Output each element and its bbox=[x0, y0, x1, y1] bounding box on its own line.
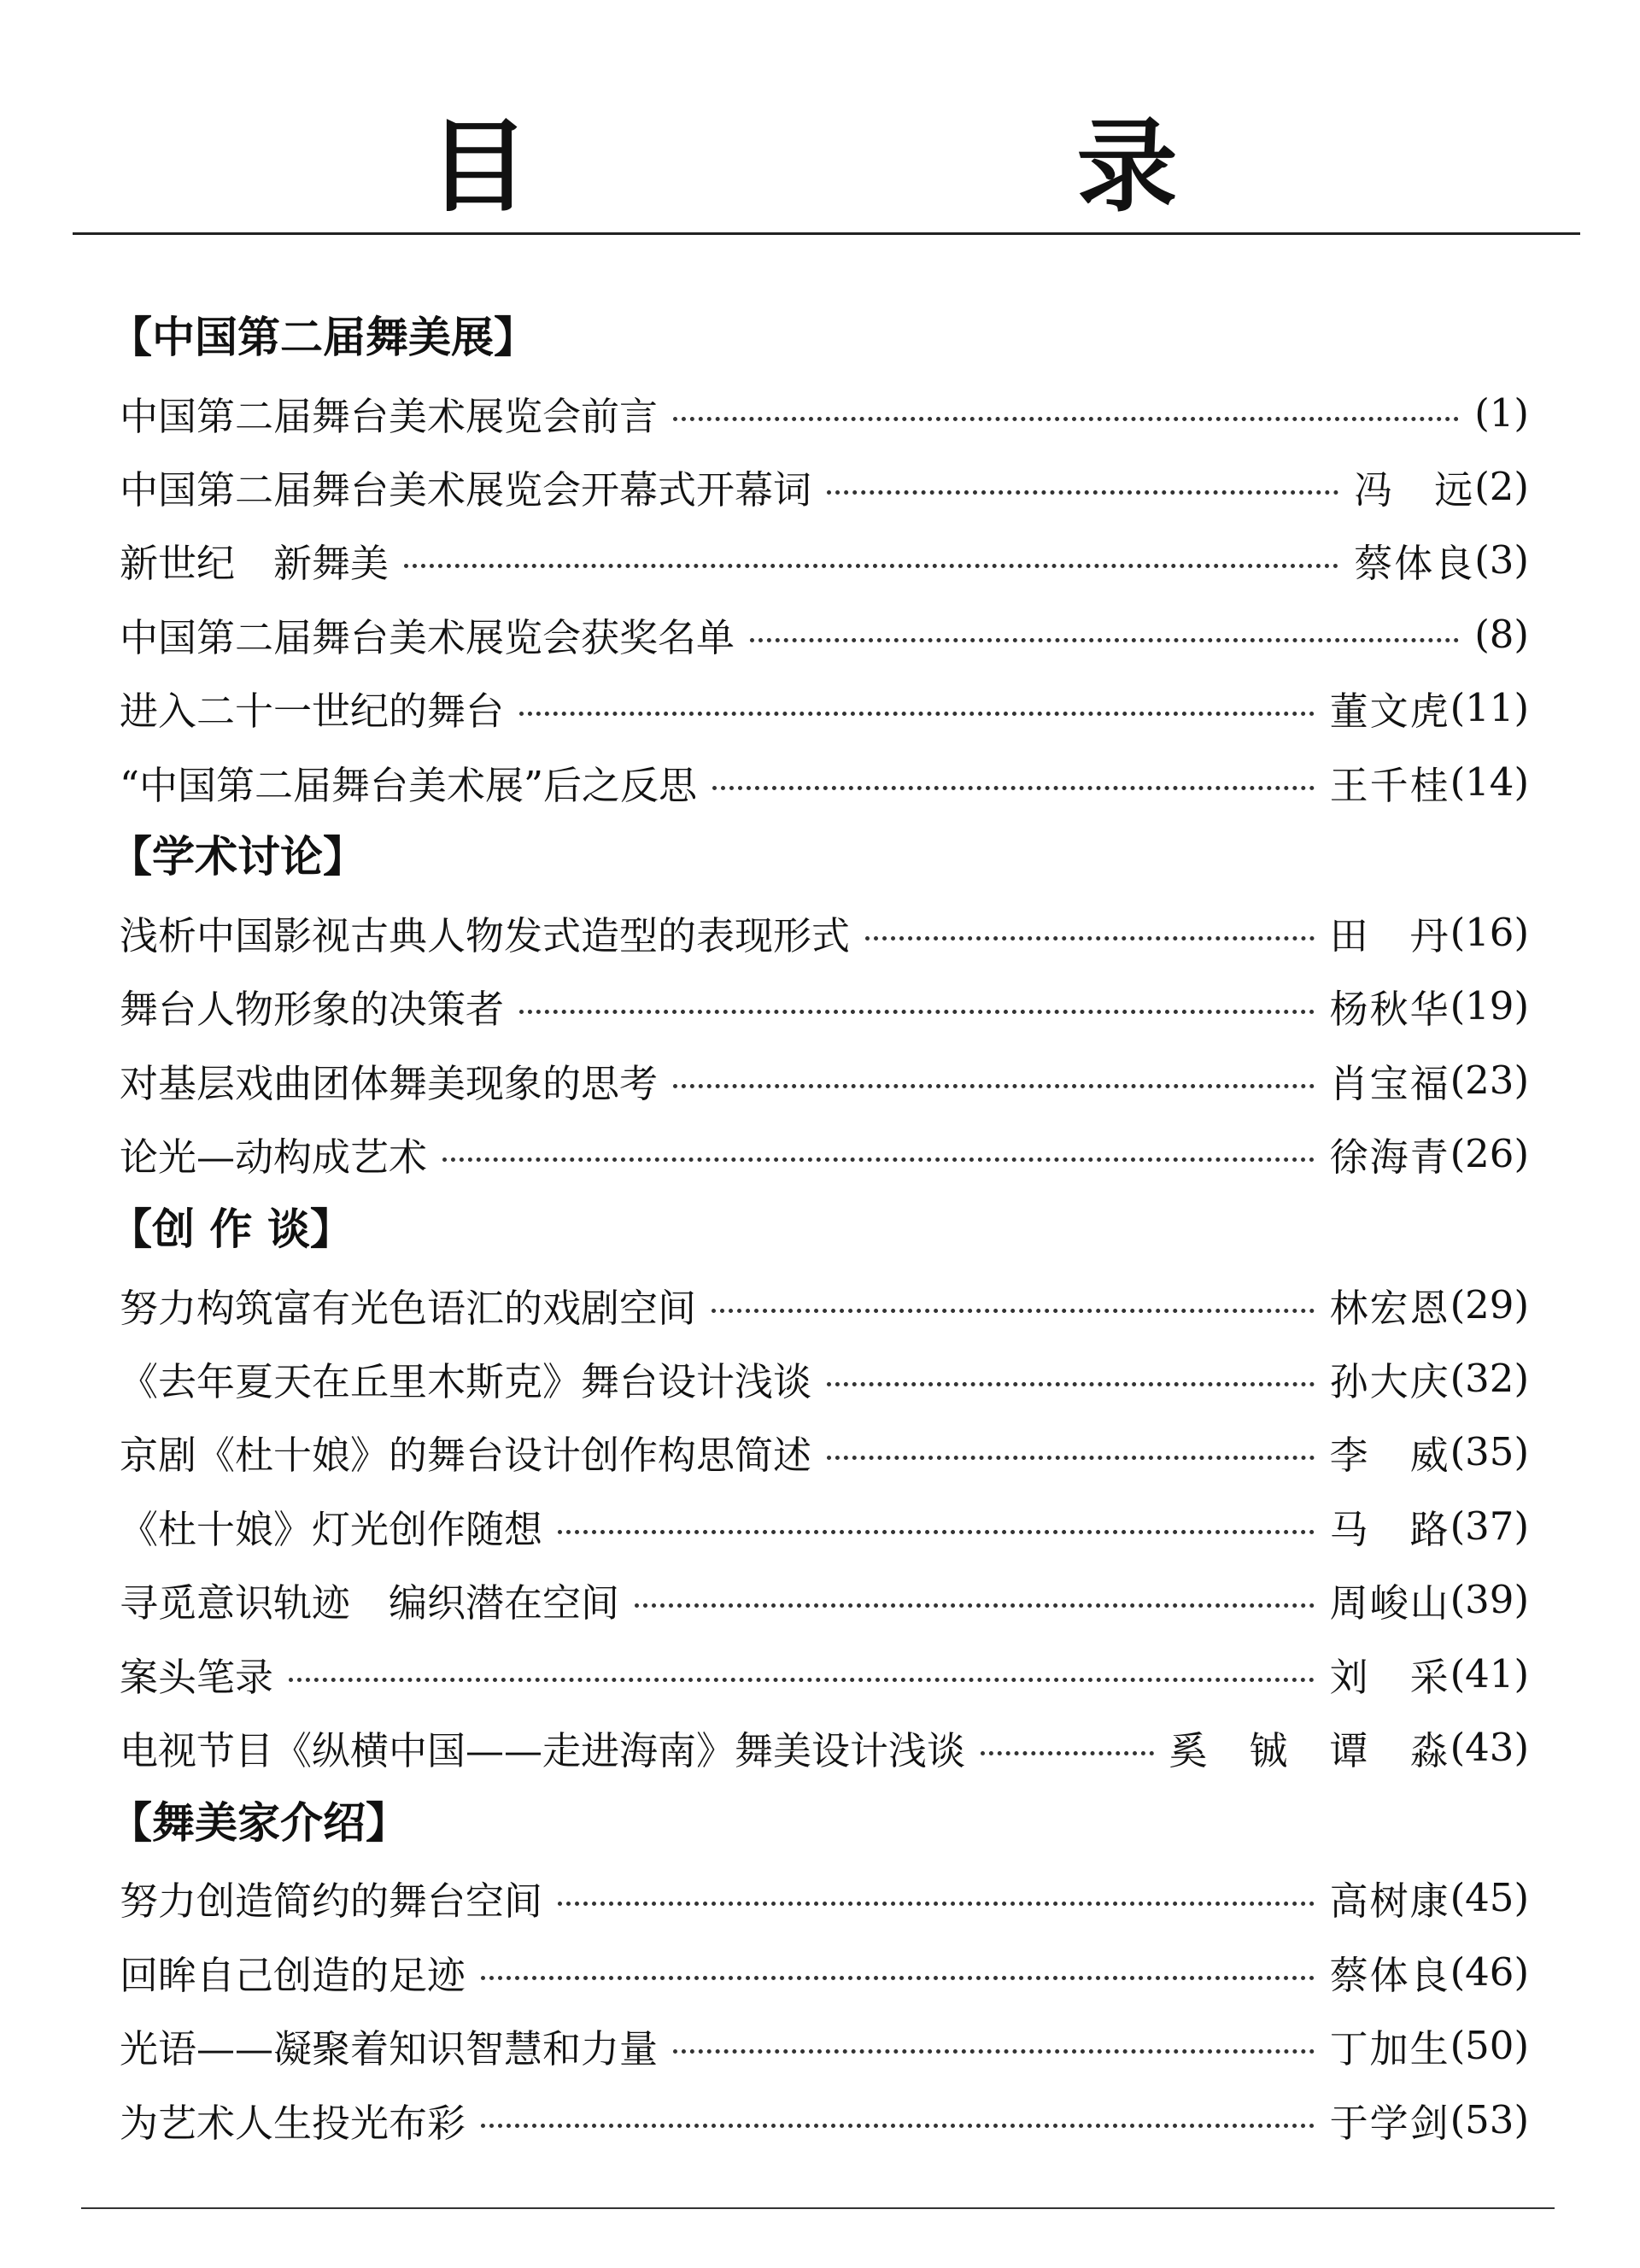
entry-author: 丁加生 bbox=[1329, 2026, 1450, 2072]
entry-author: 冯 远 bbox=[1354, 467, 1475, 513]
entry-title: 论光—动构成艺术 bbox=[120, 1134, 428, 1181]
section-heading: 【学术讨论】 bbox=[109, 832, 366, 882]
dot-leader bbox=[481, 2124, 1315, 2128]
dot-leader bbox=[481, 1976, 1315, 1980]
entry-page-number: (45) bbox=[1450, 1875, 1529, 1921]
dot-leader bbox=[981, 1751, 1154, 1755]
entry-title: 努力创造简约的舞台空间 bbox=[120, 1878, 543, 1925]
entry-page-number: (14) bbox=[1450, 759, 1529, 805]
dot-leader bbox=[404, 564, 1338, 568]
toc-entry[interactable] bbox=[120, 1341, 1529, 1415]
entry-page-number: (23) bbox=[1450, 1057, 1529, 1103]
toc-entry[interactable] bbox=[120, 1117, 1529, 1191]
entry-title: 中国第二届舞台美术展览会开幕式开幕词 bbox=[120, 467, 812, 513]
entry-title: 中国第二届舞台美术展览会前言 bbox=[120, 393, 659, 439]
entry-title: 新世纪 新舞美 bbox=[120, 541, 390, 587]
entry-page-number: (29) bbox=[1450, 1281, 1529, 1327]
toc-entry[interactable] bbox=[120, 1268, 1529, 1341]
dot-leader bbox=[558, 1530, 1315, 1534]
toc-entry[interactable] bbox=[120, 1489, 1529, 1562]
entry-page-number: (2) bbox=[1474, 464, 1529, 510]
toc-entry[interactable] bbox=[120, 1043, 1529, 1116]
entry-page-number: (19) bbox=[1450, 983, 1529, 1029]
section bbox=[109, 1785, 1529, 2157]
bottom-rule bbox=[81, 2207, 1555, 2209]
dot-leader bbox=[827, 1382, 1315, 1386]
toc-entry[interactable] bbox=[120, 895, 1529, 969]
entry-page-number: (43) bbox=[1450, 1724, 1529, 1770]
entry-author: 徐海青 bbox=[1329, 1134, 1450, 1181]
entry-title: 案头笔录 bbox=[120, 1654, 274, 1700]
dot-leader bbox=[635, 1603, 1315, 1608]
toc-entry[interactable] bbox=[120, 1415, 1529, 1489]
toc-entry[interactable] bbox=[120, 1637, 1529, 1710]
entry-page-number: (53) bbox=[1450, 2096, 1529, 2142]
entry-title: 寻觅意识轨迹 编织潜在空间 bbox=[120, 1580, 620, 1626]
top-rule bbox=[73, 232, 1580, 235]
toc-entry[interactable] bbox=[120, 2008, 1529, 2082]
entry-author: 奚 铖 谭 淼 bbox=[1168, 1727, 1450, 1773]
section bbox=[109, 1191, 1529, 1785]
section-heading: 【舞美家介绍】 bbox=[109, 1797, 408, 1848]
section-heading: 【创 作 谈】 bbox=[109, 1204, 353, 1254]
table-of-contents bbox=[109, 299, 1529, 2156]
entry-title: 回眸自己创造的足迹 bbox=[120, 1952, 466, 1998]
dot-leader bbox=[673, 1084, 1315, 1088]
entry-author: 周峻山 bbox=[1329, 1580, 1450, 1626]
entry-page-number: (1) bbox=[1474, 390, 1529, 436]
entry-page-number: (37) bbox=[1450, 1503, 1529, 1549]
entry-title: 《杜十娘》灯光创作随想 bbox=[120, 1506, 543, 1552]
entry-page-number: (32) bbox=[1450, 1355, 1529, 1401]
entry-page-number: (41) bbox=[1450, 1650, 1529, 1697]
section bbox=[109, 818, 1529, 1191]
entry-page-number: (35) bbox=[1450, 1429, 1529, 1475]
toc-entry[interactable] bbox=[120, 2083, 1529, 2156]
entry-page-number: (8) bbox=[1474, 611, 1529, 657]
entry-page-number: (50) bbox=[1450, 2023, 1529, 2069]
toc-entry[interactable] bbox=[120, 1935, 1529, 2008]
section bbox=[109, 299, 1529, 818]
dot-leader bbox=[827, 490, 1338, 495]
dot-leader bbox=[865, 936, 1315, 941]
entry-title: 光语——凝聚着知识智慧和力量 bbox=[120, 2026, 659, 2072]
entry-author: 马 路 bbox=[1329, 1506, 1450, 1552]
entry-page-number: (16) bbox=[1450, 910, 1529, 956]
entry-title: 浅析中国影视古典人物发式造型的表现形式 bbox=[120, 913, 851, 959]
section-heading: 【中国第二届舞美展】 bbox=[109, 313, 536, 362]
entry-author: 田 丹 bbox=[1329, 913, 1450, 959]
entry-author: 蔡体良 bbox=[1354, 541, 1475, 587]
entry-title: 舞台人物形象的决策者 bbox=[120, 987, 505, 1033]
page-title: 目 录 bbox=[428, 108, 1434, 226]
entry-author: 王千桂 bbox=[1329, 762, 1450, 808]
dot-leader bbox=[289, 1678, 1315, 1682]
entry-page-number: (3) bbox=[1474, 537, 1529, 583]
entry-title: “中国第二届舞台美术展”后之反思 bbox=[120, 762, 698, 808]
entry-title: 《去年夏天在丘里木斯克》舞台设计浅谈 bbox=[120, 1358, 812, 1404]
entry-author: 孙大庆 bbox=[1329, 1358, 1450, 1404]
toc-entry[interactable] bbox=[120, 745, 1529, 818]
entry-author: 董文虎 bbox=[1329, 689, 1450, 735]
entry-author: 杨秋华 bbox=[1329, 987, 1450, 1033]
toc-entry[interactable] bbox=[120, 1710, 1529, 1784]
toc-entry[interactable] bbox=[120, 1861, 1529, 1935]
entry-page-number: (26) bbox=[1450, 1131, 1529, 1177]
entry-title: 对基层戏曲团体舞美现象的思考 bbox=[120, 1060, 659, 1106]
dot-leader bbox=[712, 786, 1315, 790]
entry-author: 于学剑 bbox=[1329, 2100, 1450, 2146]
entry-author: 刘 采 bbox=[1329, 1654, 1450, 1700]
toc-entry[interactable] bbox=[120, 970, 1529, 1043]
entry-title: 进入二十一世纪的舞台 bbox=[120, 689, 505, 735]
entry-author: 高树康 bbox=[1329, 1878, 1450, 1925]
entry-page-number: (39) bbox=[1450, 1577, 1529, 1623]
dot-leader bbox=[558, 1902, 1315, 1906]
entry-author: 蔡体良 bbox=[1329, 1952, 1450, 1998]
dot-leader bbox=[519, 1010, 1315, 1014]
dot-leader bbox=[673, 2049, 1315, 2054]
entry-page-number: (11) bbox=[1450, 685, 1529, 731]
dot-leader bbox=[750, 638, 1459, 642]
toc-entry[interactable] bbox=[120, 449, 1529, 523]
entry-author: 李 威 bbox=[1329, 1433, 1450, 1479]
toc-entry[interactable] bbox=[120, 376, 1529, 449]
entry-title: 京剧《杜十娘》的舞台设计创作构思简述 bbox=[120, 1433, 812, 1479]
entry-title: 为艺术人生投光布彩 bbox=[120, 2100, 466, 2146]
toc-entry[interactable] bbox=[120, 524, 1529, 597]
toc-entry[interactable] bbox=[120, 597, 1529, 671]
dot-leader bbox=[673, 417, 1459, 421]
toc-entry[interactable] bbox=[120, 671, 1529, 745]
entry-author: 肖宝福 bbox=[1329, 1060, 1450, 1106]
dot-leader bbox=[827, 1456, 1315, 1460]
entry-page-number: (46) bbox=[1450, 1949, 1529, 1995]
entry-author: 林宏恩 bbox=[1329, 1285, 1450, 1331]
entry-title: 努力构筑富有光色语汇的戏剧空间 bbox=[120, 1285, 697, 1331]
dot-leader bbox=[712, 1309, 1315, 1313]
toc-entry[interactable] bbox=[120, 1562, 1529, 1636]
entry-title: 电视节目《纵横中国——走进海南》舞美设计浅谈 bbox=[120, 1727, 966, 1773]
dot-leader bbox=[519, 712, 1315, 716]
dot-leader bbox=[442, 1157, 1315, 1162]
entry-title: 中国第二届舞台美术展览会获奖名单 bbox=[120, 614, 735, 660]
